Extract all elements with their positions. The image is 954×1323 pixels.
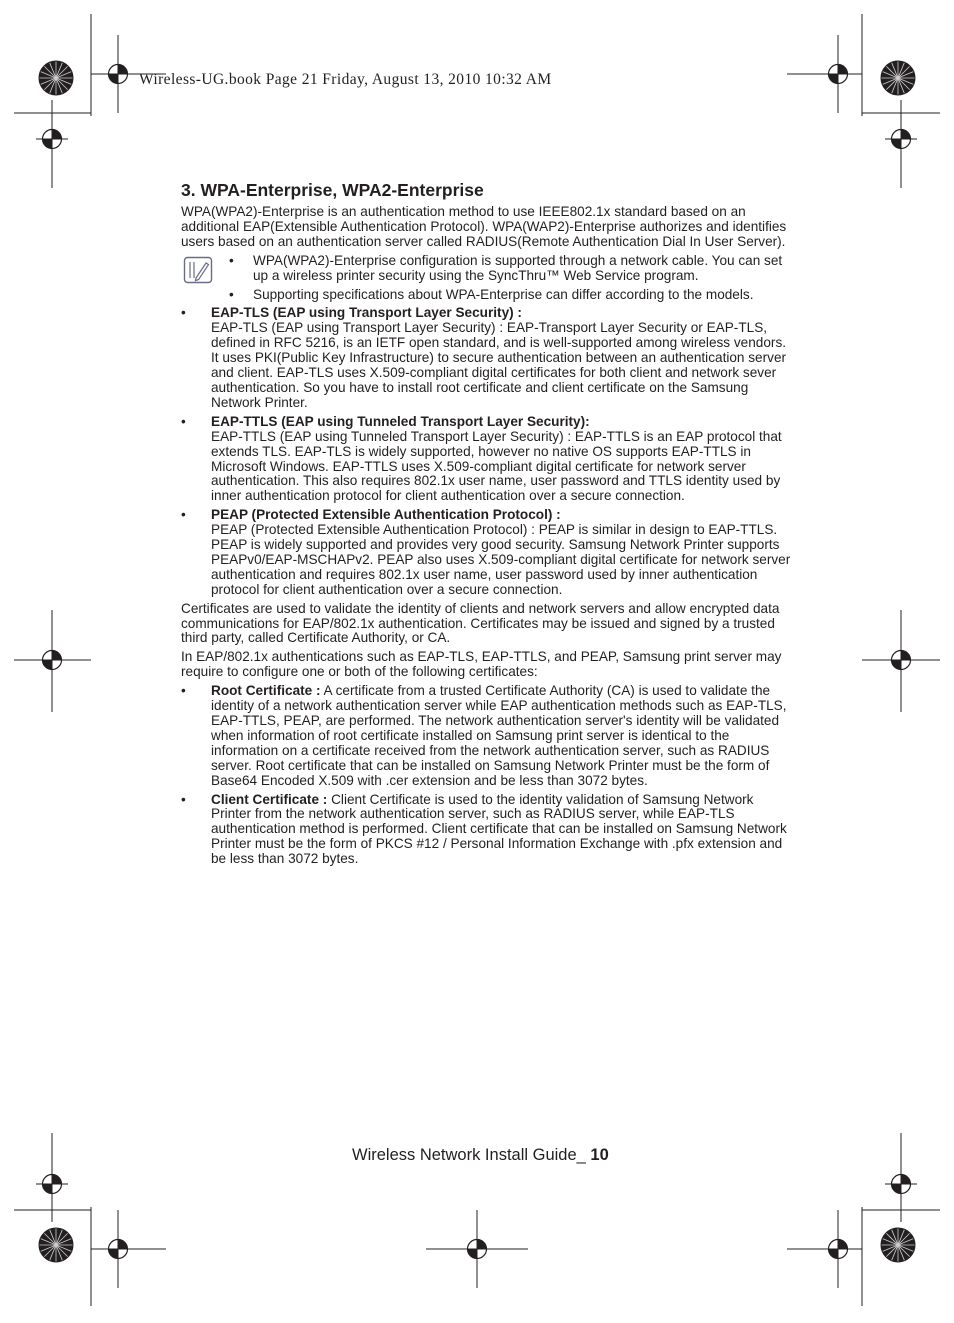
certificate-title: Client Certificate : [211, 791, 328, 807]
bullet: • [181, 413, 186, 429]
eap-method-item [181, 306, 793, 410]
certificate-item [181, 684, 793, 788]
bullet: • [181, 791, 186, 807]
certificate-item [181, 793, 793, 868]
certificates-list [181, 684, 793, 867]
note-text: WPA(WPA2)-Enterprise configuration is supported through a network cable. You can set up a wireless printer security using the SyncThru™ Web Service program. [253, 252, 783, 283]
print-header: Wireless-UG.book Page 21 Friday, August 13, 2010 10:32 AM [139, 71, 552, 88]
eap-method-body: EAP-TLS (EAP using Transport Layer Security) : EAP-Transport Layer Security or EAP-TLS, defined in RFC 5216, is an IETF open standard, and is well-supported among wireless vendors. It uses PKI(Public Key Infrastructure) to secure authentication between an authentication server and client. EAP-TLS uses X.509-compliant digital certificates for both client and network sever authentication. So you have to install root certificate and client certificate on the Samsung Network Printer. [211, 320, 787, 410]
note-pencil-icon [183, 256, 213, 284]
eap-method-title: PEAP (Protected Extensible Authentication Protocol) : [211, 507, 561, 523]
eap-method-body: PEAP (Protected Extensible Authentication Protocol) : PEAP is similar in design to EAP-TTLS. PEAP is widely supported and provides very good security. Samsung Network Printer supports PEAPv0/EAP-MSCHAPv2. PEAP also uses X.509-compliant digital certificate for network server authentication and requires 802.1x user name, user password used by inner authentication protocol for client authentication over a secure connection. [211, 522, 791, 597]
page-number: 10 [590, 1146, 609, 1164]
note-text: Supporting specifications about WPA-Enterprise can differ according to the models. [253, 286, 754, 302]
certificate-body: A certificate from a trusted Certificate Authority (CA) is used to validate the identity of a network authentication server while EAP authentication methods such as EAP-TLS, EAP-TTLS, PEAP, are performed. The network authentication server's identity will be validated when information of root certificate installed on Samsung print server is identical to the information on a certificate received from the network authentication server, such as RADIUS server. Root certificate that can be installed on Samsung Network Printer must be the form of Base64 Encoded X.509 with .cer extension and be less than 3072 bytes. [211, 683, 787, 788]
bullet: • [181, 683, 186, 699]
main-content [181, 180, 793, 871]
intro-paragraph: WPA(WPA2)-Enterprise is an authentication method to use IEEE802.1x standard based on an additional EAP(Extensible Authentication Protocol). WPA(WAP2)-Enterprise authorizes and identifies users based on an authentication server called RADIUS(Remote Authentication Dial In User Server). [181, 204, 787, 249]
footer-label: Wireless Network Install Guide_ [352, 1146, 586, 1164]
page-footer [352, 1146, 609, 1165]
eap-method-title: EAP-TLS (EAP using Transport Layer Security) : [211, 305, 522, 321]
section-title: 3. WPA-Enterprise, WPA2-Enterprise [181, 180, 484, 200]
note-item [229, 254, 793, 284]
bullet: • [181, 507, 186, 523]
eap-method-title: EAP-TTLS (EAP using Tunneled Transport Layer Security): [211, 413, 590, 429]
eap-methods-list [181, 306, 793, 597]
certificate-title: Root Certificate : [211, 683, 321, 699]
note-box [181, 254, 793, 303]
eap-method-item [181, 415, 793, 504]
bullet: • [229, 252, 234, 268]
note-item [229, 288, 793, 303]
eap-method-body: EAP-TTLS (EAP using Tunneled Transport Layer Security) : EAP-TTLS is an EAP protocol that extends TLS. EAP-TLS is widely supported, however no native OS supports EAP-TTLS in Microsoft Windows. EAP-TTLS uses X.509-compliant digital certificate for network server authentication. This also requires 802.1x user name, user password and TTLS identity used by inner authentication protocol for client authentication over a secure connection. [211, 428, 782, 504]
bullet: • [181, 305, 186, 321]
eap-method-item [181, 508, 793, 597]
certificate-body: Client Certificate is used to the identity validation of Samsung Network Printer from the network authentication server, such as RADIUS server, while EAP-TLS authentication method is performed. Client certificate that can be installed on Samsung Network Printer must be the form of PKCS #12 / Personal Information Exchange with .pfx extension and be less than 3072 bytes. [211, 791, 787, 867]
bullet: • [229, 286, 234, 302]
certificates-config-paragraph: In EAP/802.1x authentications such as EAP-TLS, EAP-TTLS, and PEAP, Samsung print server may require to configure one or both of the following certificates: [181, 649, 782, 680]
certificates-paragraph: Certificates are used to validate the identity of clients and network servers and allow encrypted data communications for EAP/802.1x authentication. Certificates may be issued and signed by a trusted third party, called Certificate Authority, or CA. [181, 600, 780, 646]
